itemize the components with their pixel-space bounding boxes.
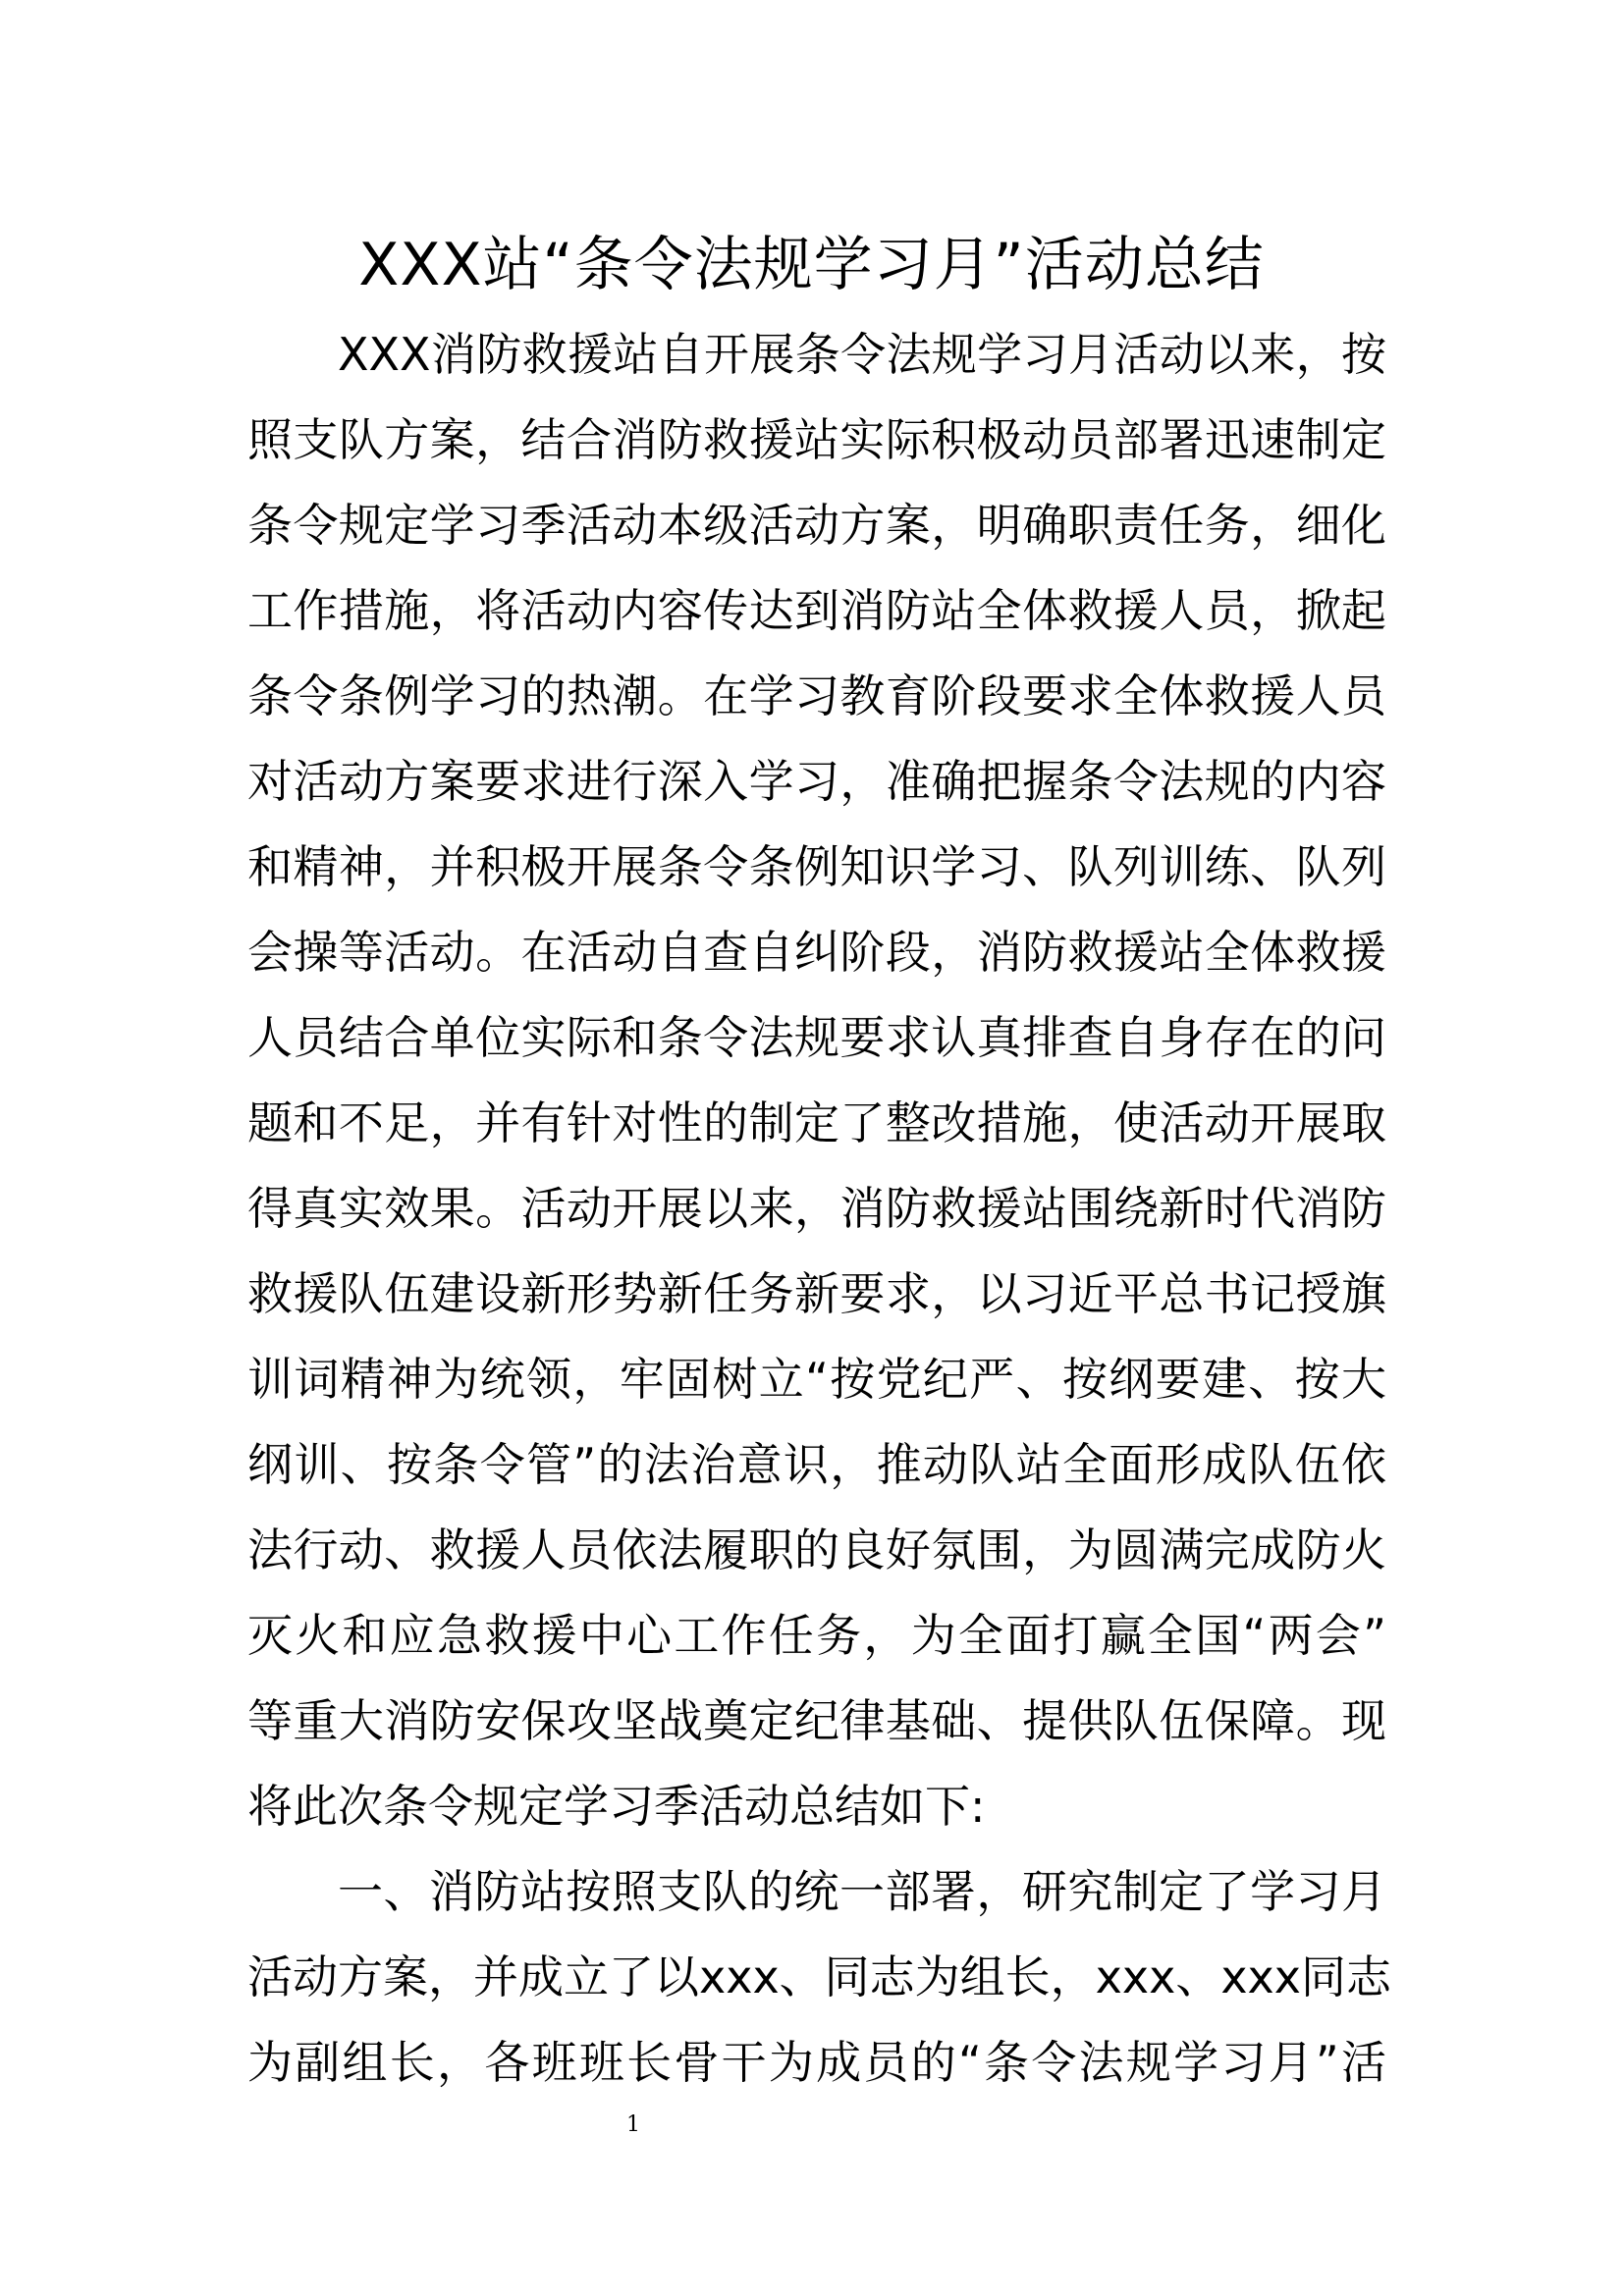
paragraph-1-line-18: 将此次条令规定学习季活动总结如下: <box>247 1780 986 1833</box>
paragraph-1-line-13: 训词精神为统领，牢固树立“按党纪严、按纲要建、按大 <box>247 1353 1386 1406</box>
paragraph-1-line-15: 法行动、救援人员依法履职的良好氛围，为圆满完成防火 <box>247 1523 1386 1576</box>
paragraph-1-line-5: 条令条例学习的热潮。在学习教育阶段要求全体救援人员 <box>247 669 1386 722</box>
paragraph-2-line-2: 活动方案，并成立了以xxx、同志为组长，xxx、xxx同志 <box>247 1950 1392 2003</box>
paragraph-2-line-1: 一、消防站按照支队的统一部署，研究制定了学习月 <box>338 1865 1386 1918</box>
paragraph-1-line-4: 工作措施，将活动内容传达到消防站全体救援人员，掀起 <box>247 584 1386 637</box>
paragraph-1-line-1: XXX消防救援站自开展条令法规学习月活动以来，按 <box>338 328 1386 381</box>
document-title: XXX站“条令法规学习月”活动总结 <box>358 231 1265 299</box>
paragraph-1-line-8: 会操等活动。在活动自查自纠阶段，消防救援站全体救援 <box>247 926 1386 979</box>
paragraph-1-line-2: 照支队方案，结合消防救援站实际积极动员部署迅速制定 <box>247 413 1386 466</box>
paragraph-1-line-7: 和精神，并积极开展条令条例知识学习、队列训练、队列 <box>247 840 1386 893</box>
paragraph-1-line-10: 题和不足，并有针对性的制定了整改措施，使活动开展取 <box>247 1096 1386 1149</box>
paragraph-1-line-3: 条令规定学习季活动本级活动方案，明确职责任务，细化 <box>247 499 1386 552</box>
paragraph-1-line-6: 对活动方案要求进行深入学习，准确把握条令法规的内容 <box>247 755 1386 808</box>
paragraph-1-line-9: 人员结合单位实际和条令法规要求认真排查自身存在的问 <box>247 1011 1386 1064</box>
paragraph-1-line-16: 灭火和应急救援中心工作任务，为全面打赢全国“两会” <box>247 1609 1386 1662</box>
paragraph-1-line-11: 得真实效果。活动开展以来，消防救援站围绕新时代消防 <box>247 1182 1386 1235</box>
page-number: 1 <box>626 2112 640 2137</box>
paragraph-1-line-14: 纲训、按条令管”的法治意识，推动队站全面形成队伍依 <box>247 1438 1386 1491</box>
paragraph-1-line-17: 等重大消防安保攻坚战奠定纪律基础、提供队伍保障。现 <box>247 1694 1386 1747</box>
paragraph-2-line-3: 为副组长，各班班长骨干为成员的“条令法规学习月”活 <box>247 2036 1386 2089</box>
paragraph-1-line-12: 救援队伍建设新形势新任务新要求，以习近平总书记授旗 <box>247 1267 1386 1320</box>
document-body <box>247 312 1392 2106</box>
